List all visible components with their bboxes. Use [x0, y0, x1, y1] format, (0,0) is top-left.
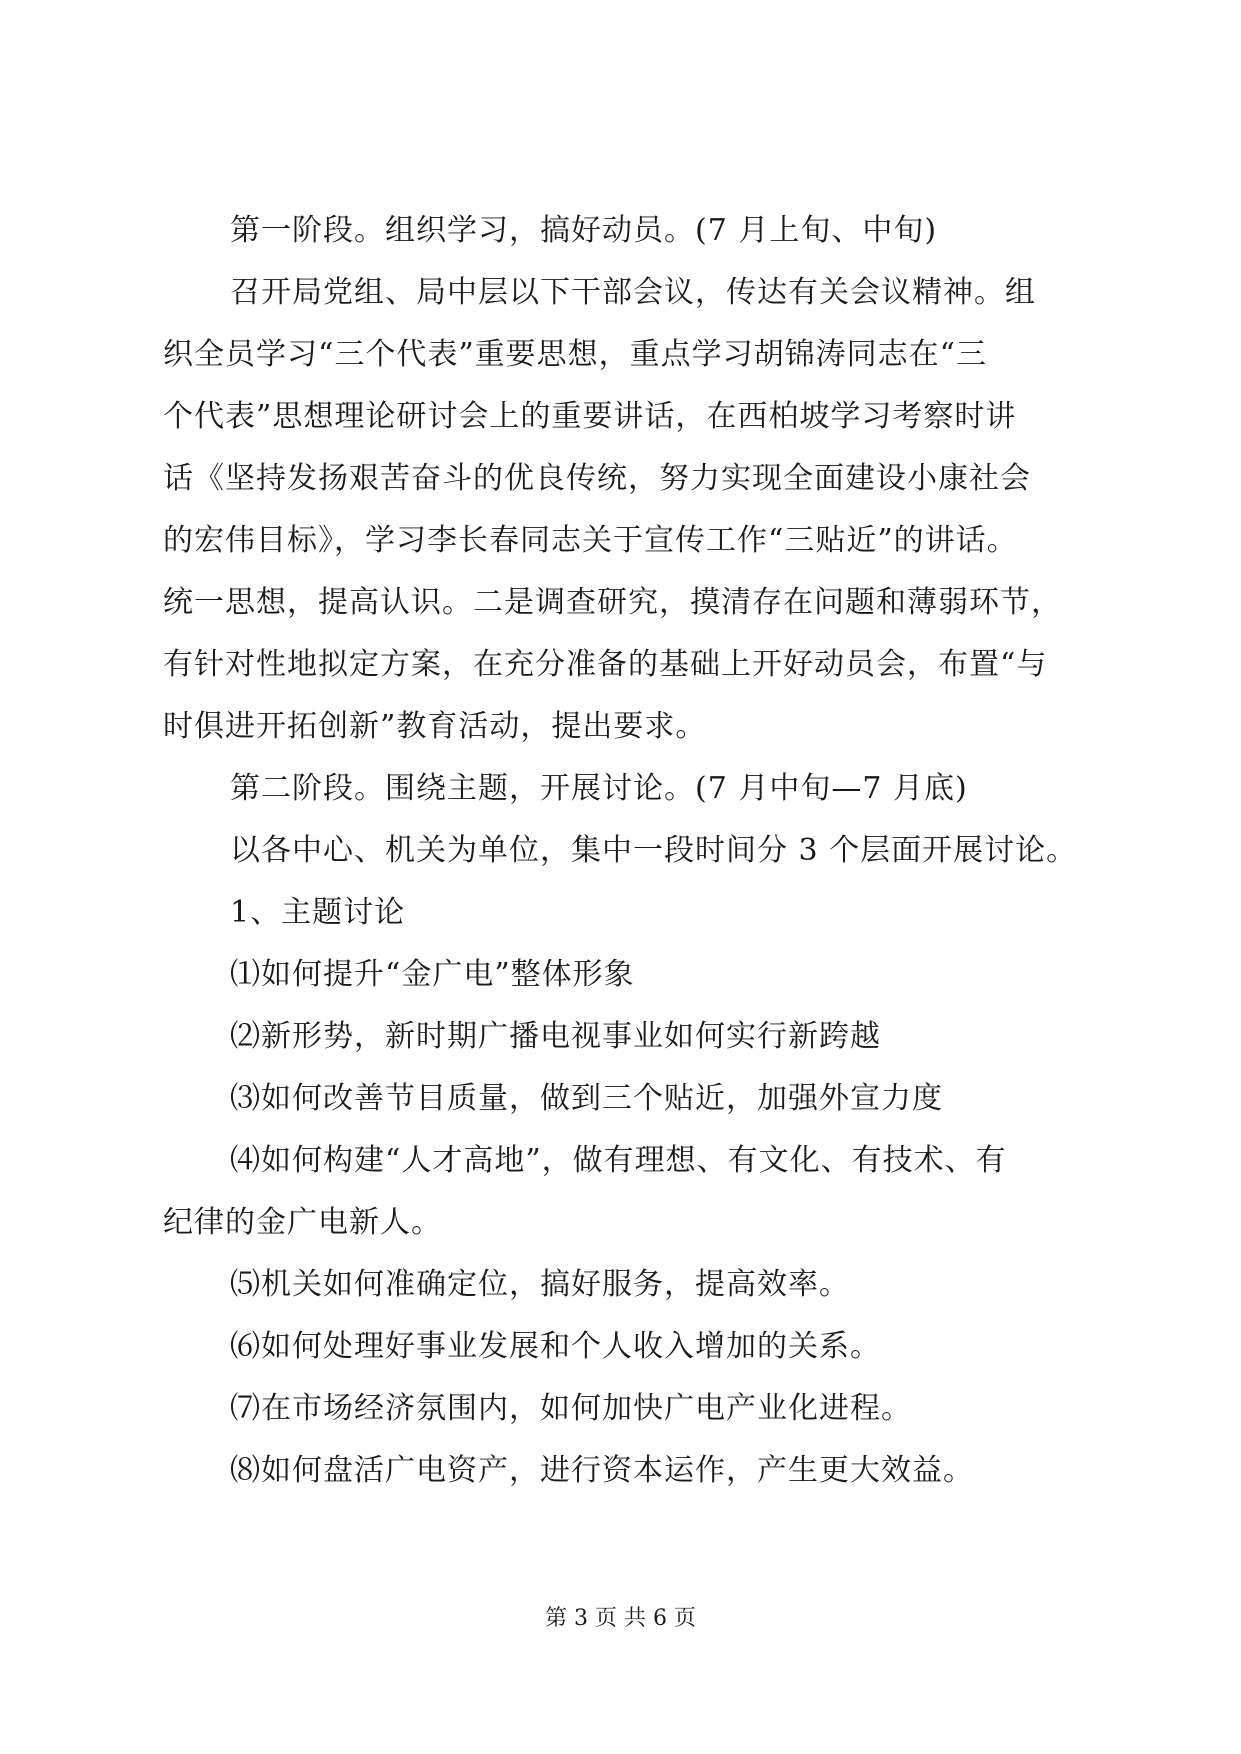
list-item: ⑶如何改善节目质量，做到三个贴近，加强外宣力度 [230, 1081, 943, 1116]
paragraph-line: 有针对性地拟定方案，在充分准备的基础上开好动员会，布置“与 [163, 647, 1048, 682]
section-heading: 1、主题讨论 [230, 895, 406, 930]
paragraph-line: 的宏伟目标》，学习李长春同志关于宣传工作“三贴近”的讲话。 [163, 523, 1018, 558]
paragraph-line: 话《坚持发扬艰苦奋斗的优良传统，努力实现全面建设小康社会 [163, 461, 1031, 496]
paragraph-line: 个代表”思想理论研讨会上的重要讲话，在西柏坡学习考察时讲 [163, 399, 1017, 434]
list-item: ⑹如何处理好事业发展和个人收入增加的关系。 [230, 1329, 881, 1364]
paragraph-line: 以各中心、机关为单位，集中一段时间分 3 个层面开展讨论。 [230, 833, 1078, 868]
list-item: ⑺在市场经济氛围内，如何加快广电产业化进程。 [230, 1391, 912, 1426]
list-item: ⑴如何提升“金广电”整体形象 [230, 957, 635, 992]
list-item: ⑸机关如何准确定位，搞好服务，提高效率。 [230, 1267, 850, 1302]
paragraph-line: 召开局党组、局中层以下干部会议，传达有关会议精神。组 [230, 275, 1036, 310]
document-body [163, 200, 1089, 1502]
paragraph-line: 第一阶段。组织学习，搞好动员。(7 月上旬、中旬) [230, 213, 938, 248]
list-item-continuation: 纪律的金广电新人。 [163, 1205, 442, 1240]
list-item: ⑵新形势，新时期广播电视事业如何实行新跨越 [230, 1019, 881, 1054]
paragraph-line: 统一思想，提高认识。二是调查研究，摸清存在问题和薄弱环节， [163, 585, 1062, 620]
paragraph-line: 织全员学习“三个代表”重要思想，重点学习胡锦涛同志在“三 [163, 337, 988, 372]
page-number-label: 第 3 页 共 6 页 [545, 1606, 696, 1631]
page-footer [0, 1604, 1241, 1634]
paragraph-line: 时俱进开拓创新”教育活动，提出要求。 [163, 709, 707, 744]
paragraph-line: 第二阶段。围绕主题，开展讨论。(7 月中旬—7 月底) [230, 771, 968, 806]
list-item: ⑻如何盘活广电资产，进行资本运作，产生更大效益。 [230, 1453, 974, 1488]
list-item: ⑷如何构建“人才高地”，做有理想、有文化、有技术、有 [230, 1143, 1007, 1178]
